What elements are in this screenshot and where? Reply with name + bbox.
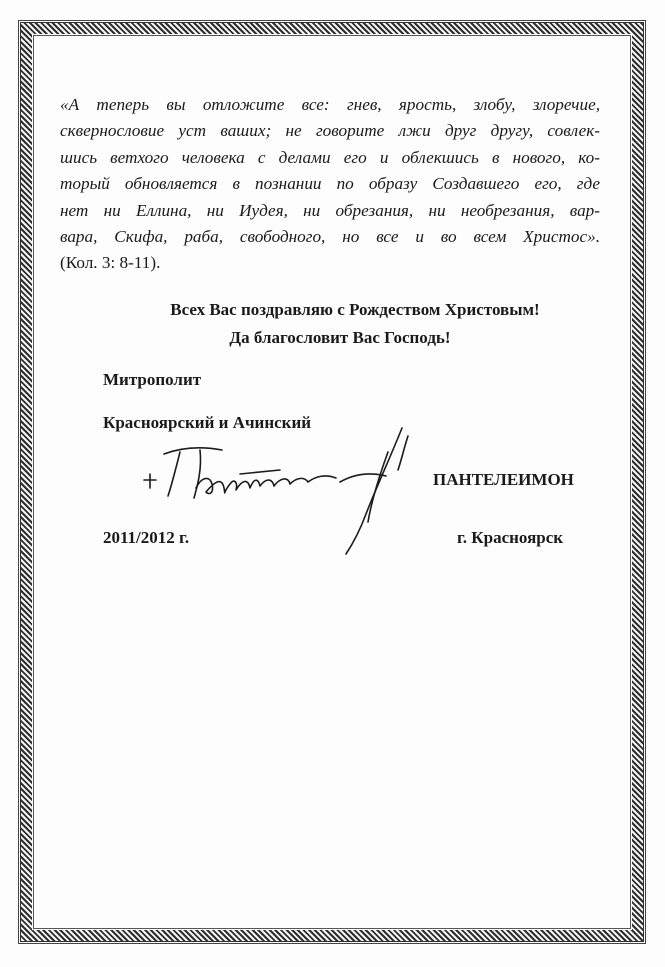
signatory-name: ПАНТЕЛЕИМОН — [433, 470, 574, 489]
christmas-greeting: Всех Вас поздравляю с Рождеством Христовым! — [170, 300, 540, 319]
blessing-line: Да благословит Вас Господь! — [229, 328, 451, 347]
quote-line: сквернословие уст ваших; не говорите лжи друг другу, совлек- — [60, 121, 600, 141]
signatory-title: Митрополит — [103, 370, 202, 389]
quote-line: «А теперь вы отложите все: гнев, ярость, злобу, злоречие, — [60, 95, 600, 114]
quote-line: вара, Скифа, раба, свободного, но все и во всем Христос». — [60, 227, 600, 247]
quote-reference: (Кол. 3: 8-11). — [60, 253, 161, 273]
quote-line: нет ни Еллина, ни Иудея, ни обрезания, ни необрезания, вар- — [60, 200, 600, 220]
quote-line: торый обновляется в познании по образу Создавшего его, где — [60, 174, 600, 194]
quote-line: шись ветхого человека с делами его и облекшись в нового, ко- — [60, 147, 600, 167]
signatory-diocese: Красноярский и Ачинский — [103, 413, 312, 432]
year-label: 2011/2012 г. — [103, 528, 190, 547]
city-label: г. Красноярск — [457, 528, 564, 547]
scripture-quote — [60, 92, 600, 277]
